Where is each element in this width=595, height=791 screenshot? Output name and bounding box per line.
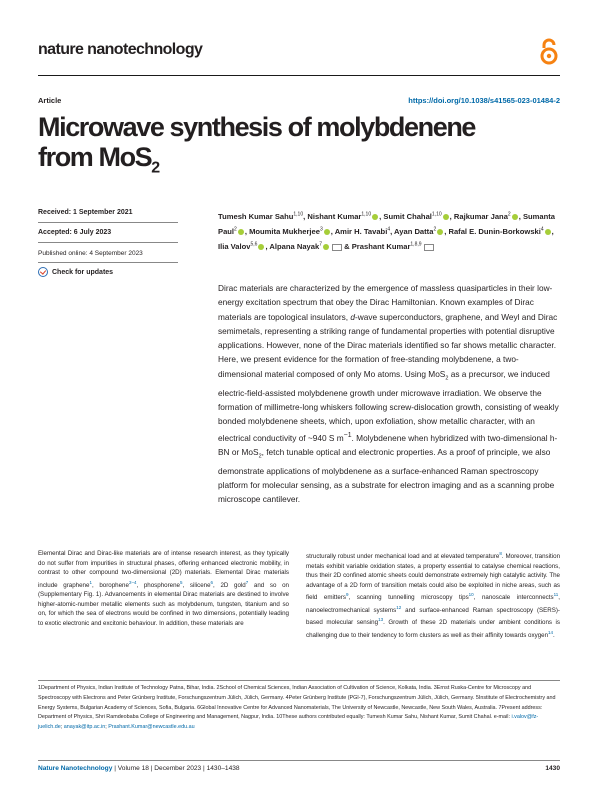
footer-volume: | Volume 18 | December 2023 | 1430–1438	[114, 765, 240, 772]
author-affiliation: 7	[319, 241, 323, 248]
footer-citation	[38, 765, 240, 772]
author-affiliation: 2	[234, 226, 237, 233]
abstract-text: , fetch tunable optical and electronic properties. As a proof of principle, we also demonstrate applications of molybdenene as a surface-enhanced Raman spectroscopy platform for molecular sensing, as a substrate for electron imaging and as a scanning probe microscope cantilever.	[218, 446, 555, 505]
author-separator: ,	[303, 211, 306, 221]
author-affiliation: 1,10	[293, 211, 304, 217]
email-link[interactable]: anayak@itp.ac.in	[63, 724, 106, 731]
author-name[interactable]: Nishant Kumar	[307, 211, 362, 221]
citation-link[interactable]: 2–4	[128, 579, 137, 585]
author-name[interactable]: Rajkumar Jana	[453, 211, 508, 221]
author-separator: ,	[518, 211, 521, 221]
author-entry	[269, 242, 349, 251]
author-separator: ,	[330, 226, 333, 236]
author-separator: ,	[379, 211, 382, 221]
citation-link[interactable]: 11	[553, 592, 559, 598]
history-divider	[38, 222, 178, 223]
author-name[interactable]: Sumanta Paul	[218, 211, 556, 236]
accepted-date: Accepted: 6 July 2023	[38, 229, 112, 236]
author-separator: ,	[244, 226, 247, 236]
author-affiliation: 1,10	[431, 211, 442, 217]
orcid-icon[interactable]	[258, 244, 264, 250]
author-name[interactable]: Moumita Mukherjee	[249, 226, 320, 236]
received-date: Received: 1 September 2021	[38, 209, 133, 216]
author-name[interactable]: Tumesh Kumar Sahu	[218, 211, 294, 221]
author-affiliation: 1,10	[361, 211, 372, 217]
abstract-subscript: 2	[445, 375, 449, 382]
body-text: .	[553, 631, 555, 639]
author-affiliation: 4	[387, 226, 391, 233]
citation-link[interactable]: 12	[396, 604, 402, 610]
abstract-text: d	[350, 311, 355, 322]
author-entry	[454, 212, 521, 221]
author-separator: ,	[444, 226, 447, 236]
citation-link[interactable]: 8	[499, 551, 502, 556]
orcid-icon[interactable]	[372, 214, 378, 220]
body-text: structurally robust under mechanical load and at elevated temperature	[306, 553, 500, 561]
page-number: 1430	[545, 765, 560, 772]
author-name[interactable]: Alpana Nayak	[269, 242, 320, 251]
title-line-2: from MoS	[38, 142, 152, 172]
orcid-icon[interactable]	[443, 214, 449, 220]
email-separator: ;	[60, 724, 64, 731]
orcid-icon[interactable]	[323, 244, 329, 250]
author-name[interactable]: Prashant Kumar	[351, 242, 411, 251]
author-entry	[335, 227, 393, 236]
check-updates-button[interactable]	[38, 267, 113, 277]
author-list	[218, 208, 558, 254]
article-type: Article	[38, 96, 62, 105]
title-subscript: 2	[151, 159, 161, 177]
abstract-text: as a precursor, we induced electric-field-assisted molybdenene growth under microwave irradiation. We observe the formation of millimetre-long whiskers following screw-dislocation growth, consisting of weakly bonded molybdenene sheets, which, upon exfoliation, show metallic character, with an electrical conductivity of ~940 S m	[218, 368, 559, 443]
author-separator: ,	[390, 226, 393, 236]
email-link[interactable]: Prashant.Kumar@newcastle.edu.au	[108, 724, 195, 731]
body-column-left	[38, 549, 289, 628]
author-entry	[218, 242, 268, 251]
body-text: . Growth of these 2D materials under ambient conditions is challenging due to their tendency to form clusters as well as their affinity towards oxygen	[306, 619, 561, 639]
citation-link[interactable]: 6	[210, 579, 214, 585]
affiliations-rule	[38, 680, 560, 681]
author-name[interactable]: Amir H. Tavabi	[334, 226, 388, 236]
author-separator: ,	[265, 242, 268, 251]
author-name[interactable]: Ayan Datta	[394, 226, 434, 236]
check-updates-icon	[38, 267, 48, 277]
affiliations	[38, 684, 560, 733]
open-access-icon[interactable]	[538, 38, 560, 66]
author-separator: &	[342, 242, 350, 251]
footer-rule	[38, 760, 560, 761]
author-entry	[448, 227, 553, 236]
author-affiliation: 2	[507, 211, 511, 217]
citation-link[interactable]: 9	[345, 592, 349, 598]
orcid-icon[interactable]	[238, 229, 244, 235]
orcid-icon[interactable]	[324, 229, 330, 235]
author-entry	[307, 212, 381, 221]
body-text: and surface-enhanced Raman spectroscopy (SERS)-based molecular sensing	[306, 606, 560, 627]
journal-name: nature nanotechnology	[38, 41, 203, 58]
published-date: Published online: 4 September 2023	[38, 250, 143, 257]
history-divider	[38, 242, 178, 243]
citation-link[interactable]: 1	[89, 579, 92, 585]
email-link[interactable]: i.valov@fz-juelich.de	[38, 714, 539, 731]
author-separator: ,	[551, 226, 554, 236]
author-affiliation: 4	[540, 226, 544, 233]
email-label: e-mail:	[493, 714, 512, 721]
body-text: , nanoscale interconnects	[473, 594, 554, 602]
abstract-text: . Molybdenene when hybridized with two-dimensional h-BN or MoS	[218, 432, 558, 457]
history-divider	[38, 262, 178, 263]
header-rule	[38, 75, 560, 76]
body-text: and so on (Supplementary Fig. 1). Advancements in elemental Dirac materials are destined to involve higher-atomic-number metallic elements such as molybdenum, tungsten, titanium and so on, for which the sea of electrons would be confined in two dimensions, potentially leading to exotic electronic and excitonic behaviour. In addition, these materials are	[38, 581, 289, 627]
body-text: , phosphorene	[136, 581, 180, 589]
citation-link[interactable]: 14	[548, 629, 554, 635]
author-affiliation: 1,8,9	[410, 241, 422, 248]
citation-link[interactable]: 7	[245, 579, 249, 585]
abstract-superscript: −1	[343, 431, 352, 439]
abstract	[218, 281, 560, 507]
citation-link[interactable]: 13	[378, 617, 384, 623]
affiliations-text: 1Department of Physics, Indian Institute of Technology Patna, Bihar, India. 2School of Chemical Sciences, Indian Association of Cultivation of Science, Kolkata, India. 3Ernst Ruska-Centre for Microscopy and Spectroscopy with Electrons and Peter Grünberg Institute, Forschungszentrum Jülich, Jülich, Germany. 4Peter Grünberg Institute (PGI-7), Forschungszentrum Jülich, Jülich, Germany. 5Institute of Electrochemistry and Energy Systems, Bulgarian Academy of Sciences, Sofia, Bulgaria. 6Global Innovative Centre for Advanced Nanomaterials, The University of Newcastle, Newcastle, New South Wales, Australia. 7Present address: Department of Physics, Shri Ramdeobaba College of Engineering and Management, Nagpur, India. 10These authors contributed equally: Tumesh Kumar Sahu, Nishant Kumar, Sumit Chahal.	[38, 685, 556, 721]
body-text: , 2D gold	[213, 581, 246, 589]
author-entry	[352, 242, 434, 251]
abstract-subscript: 2	[258, 453, 262, 460]
title-line-1: Microwave synthesis of molybdenene	[38, 112, 476, 142]
body-text: , borophene	[91, 581, 129, 589]
author-name[interactable]: Rafal E. Dunin-Borkowski	[448, 226, 541, 236]
orcid-icon[interactable]	[512, 214, 518, 220]
body-column-right	[306, 549, 560, 640]
citation-link[interactable]: 10	[468, 592, 474, 598]
author-entry	[218, 212, 305, 221]
author-entry	[383, 212, 451, 221]
orcid-icon[interactable]	[437, 229, 443, 235]
email-separator: ;	[105, 724, 109, 731]
author-separator: ,	[449, 211, 452, 221]
author-affiliation: 5,6	[250, 241, 258, 248]
abstract-text: -wave superconductors, graphene, and Weyl and Dirac semimetals, representing a striking range of fundamental properties with potential disruptive applications. However, none of the Dirac materials identified so far shows metallic character. Here, we present evidence for the formation of free-standing molybdenene, a two-dimensional material composed of only Mo atoms. Using MoS	[218, 311, 558, 379]
author-name[interactable]: Sumit Chahal	[383, 211, 432, 221]
citation-link[interactable]: 5	[179, 579, 183, 585]
doi-link[interactable]: https://doi.org/10.1038/s41565-023-01484-2	[408, 96, 560, 105]
author-affiliation: 2	[433, 226, 437, 233]
body-text: , silicene	[182, 581, 211, 589]
abstract-text: Dirac materials are characterized by the emergence of massless quasiparticles in their low-energy excitation spectrum that obey the Dirac Hamiltonian. Known examples of Dirac materials are topological insulators,	[218, 283, 553, 322]
article-title	[38, 112, 558, 183]
email-icon[interactable]	[424, 244, 434, 251]
author-entry	[394, 227, 446, 236]
orcid-icon[interactable]	[545, 229, 551, 235]
body-text: . Moreover, transition metals exhibit variable oxidation states, a property essential to catalyse chemical reactions, thus their 2D confined atomic sheets could demonstrate extremely high catalytic activity. The advantage of a 2D form of transition metals could also be exploited in niche areas, such as field emitters	[306, 553, 561, 602]
body-text: , nanoelectromechanical systems	[306, 594, 560, 614]
body-text: Elemental Dirac and Dirac-like materials are of intense research interest, as they typically do not suffer from impurities in structural phases, offering enhanced electronic mobility, in contrast to other compound two-dimensional (2D) materials. Elemental Dirac materials include graphene	[38, 550, 289, 589]
check-updates-label: Check for updates	[52, 268, 114, 276]
author-entry	[249, 227, 333, 236]
email-icon[interactable]	[332, 244, 342, 251]
author-affiliation: 3	[319, 226, 323, 233]
body-text: , scanning tunnelling microscopy tips	[348, 594, 469, 602]
footer-journal[interactable]: Nature Nanotechnology	[38, 765, 113, 772]
author-name[interactable]: Ilia Valov	[218, 242, 251, 251]
